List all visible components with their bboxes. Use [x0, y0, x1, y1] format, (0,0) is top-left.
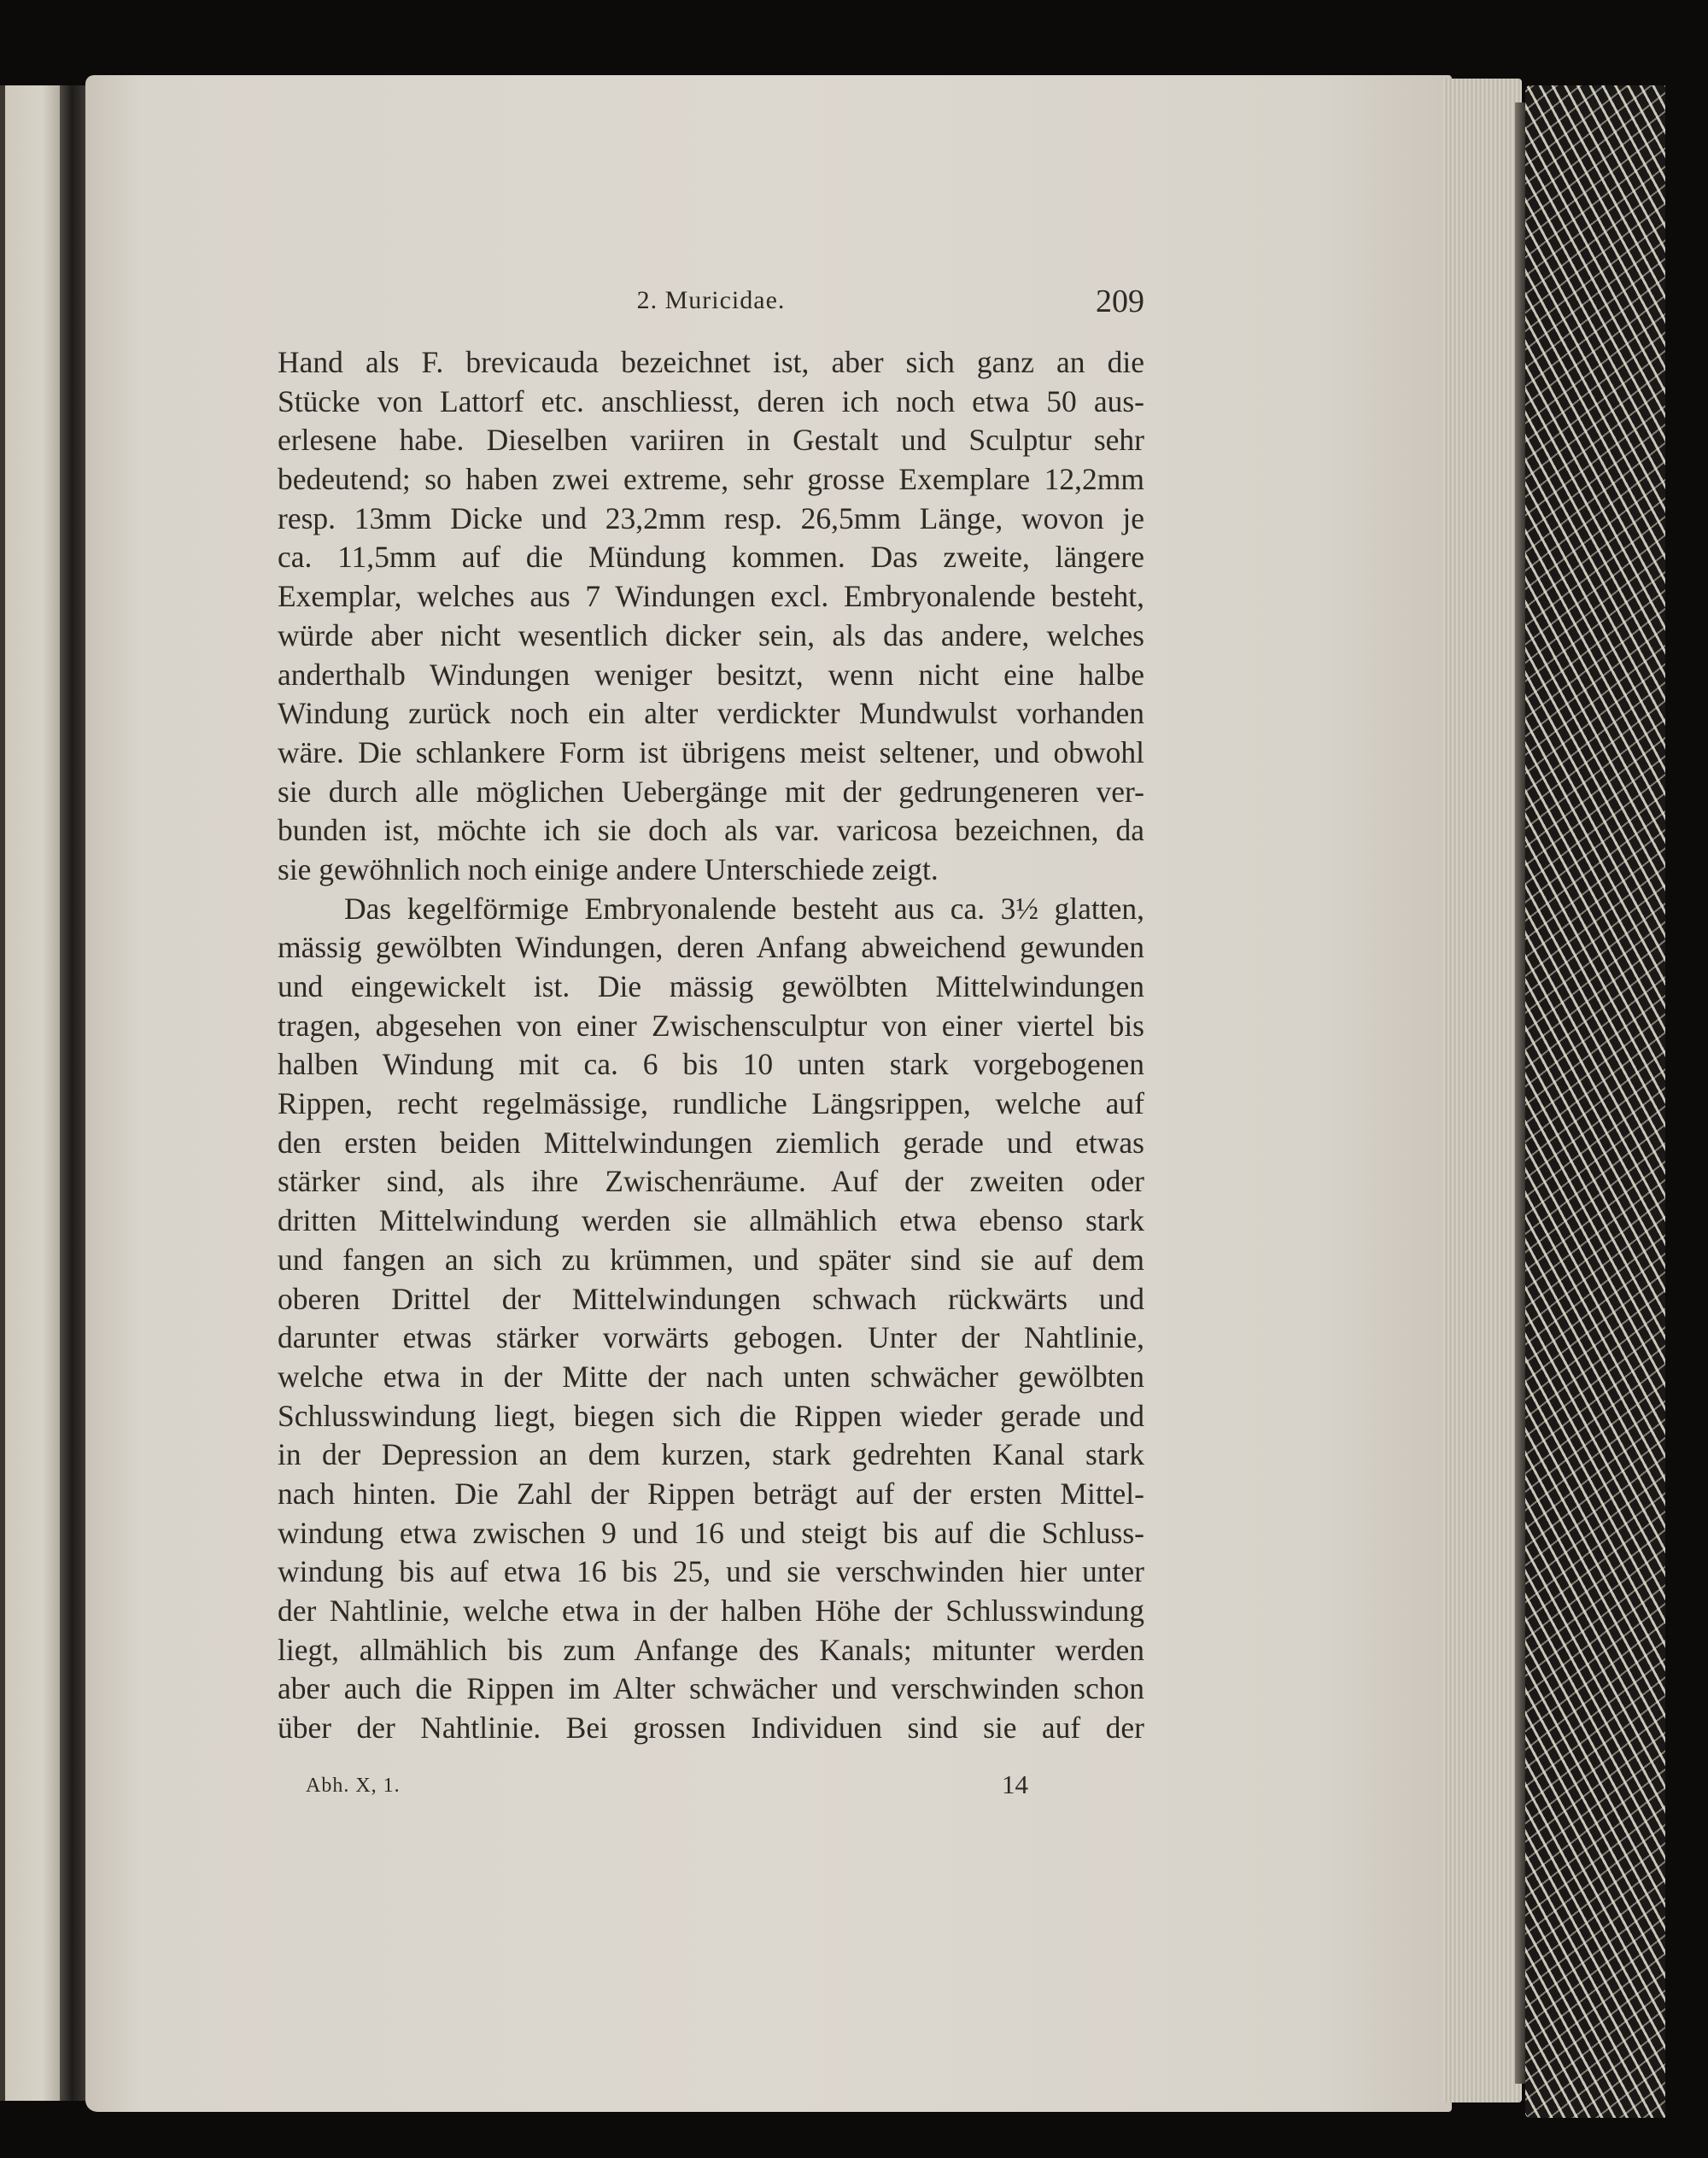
binding-edge — [1665, 85, 1679, 2118]
text-line — [278, 1358, 1144, 1397]
text-line — [278, 1514, 1144, 1553]
footer-signature: Abh. X, 1. — [306, 1775, 401, 1797]
line-text: über der Nahtlinie. Bei grossen Individuen sind sie auf der — [278, 1711, 1144, 1746]
text-line — [278, 1670, 1144, 1709]
line-text: ca. 11,5mm auf die Mündung kommen. Das zweite, längere — [278, 540, 1144, 575]
text-line — [278, 1631, 1144, 1670]
page-number: 209 — [1096, 284, 1144, 319]
text-line — [278, 1007, 1144, 1046]
text-line — [278, 1162, 1144, 1202]
text-line — [278, 343, 1144, 383]
body-text — [278, 343, 1144, 1748]
line-text: bedeutend; so haben zwei extreme, sehr grosse Exemplare 12,2mm — [278, 462, 1144, 497]
line-text: und eingewickelt ist. Die mässig gewölbten Mittelwindungen — [278, 969, 1144, 1003]
text-line — [278, 1202, 1144, 1241]
line-text: mässig gewölbten Windungen, deren Anfang abweichend gewunden — [278, 930, 1144, 965]
page-footer — [306, 1768, 1108, 1802]
text-line — [278, 1085, 1144, 1124]
page-block-edges — [1443, 79, 1522, 2102]
text-line — [278, 851, 1144, 890]
line-text: aber auch die Rippen im Alter schwächer und verschwinden schon — [278, 1671, 1144, 1706]
line-text: Hand als F. brevicauda bezeichnet ist, aber sich ganz an die — [278, 345, 1144, 379]
line-text: Schlusswindung liegt, biegen sich die Rippen wieder gerade und — [278, 1398, 1144, 1433]
line-text: darunter etwas stärker vorwärts gebogen. Unter der Nahtlinie, — [278, 1320, 1144, 1355]
text-line — [278, 500, 1144, 539]
line-text: dritten Mittelwindung werden sie allmählich etwa ebenso stark — [278, 1203, 1144, 1238]
text-line — [278, 1319, 1144, 1358]
line-text: sie gewöhnlich noch einige andere Unterschiede zeigt. — [278, 851, 939, 886]
line-text: bunden ist, möchte ich sie doch als var. varicosa bezeichnen, da — [278, 813, 1144, 848]
text-line — [278, 656, 1144, 695]
text-line — [278, 460, 1144, 500]
line-text: tragen, abgesehen von einer Zwischensculptur von einer viertel bis — [278, 1008, 1144, 1043]
line-text: Das kegelförmige Embryonalende besteht aus ca. 3½ glatten, — [344, 891, 1144, 926]
line-text: halben Windung mit ca. 6 bis 10 unten stark vorgebogenen — [278, 1047, 1144, 1082]
text-line — [278, 734, 1144, 773]
line-text: sie durch alle möglichen Uebergänge mit der gedrungeneren ver- — [278, 774, 1144, 809]
line-text: Stücke von Lattorf etc. anschliesst, deren ich noch etwa 50 aus- — [278, 383, 1144, 418]
line-text: resp. 13mm Dicke und 23,2mm resp. 26,5mm Länge, wovon je — [278, 500, 1144, 535]
line-text: nach hinten. Die Zahl der Rippen beträgt auf der ersten Mittel- — [278, 1476, 1144, 1511]
line-text: anderthalb Windungen weniger besitzt, wenn nicht eine halbe — [278, 657, 1144, 692]
running-head: 2. Muricidae. — [636, 286, 786, 314]
line-text: würde aber nicht wesentlich dicker sein, als das andere, welches — [278, 617, 1144, 652]
text-line — [278, 538, 1144, 577]
line-text: welche etwa in der Mitte der nach unten schwächer gewölbten — [278, 1359, 1144, 1394]
line-text: Exemplar, welches aus 7 Windungen excl. Embryonalende besteht, — [278, 579, 1144, 614]
text-line — [278, 1045, 1144, 1085]
book-gutter — [60, 85, 87, 2101]
text-line — [278, 1397, 1144, 1436]
text-line — [278, 1592, 1144, 1631]
left-page-edge — [0, 85, 5, 2101]
text-line — [278, 421, 1144, 460]
text-line — [278, 383, 1144, 422]
text-line — [278, 1709, 1144, 1748]
page-header — [278, 286, 1144, 327]
text-line — [278, 694, 1144, 734]
text-line — [278, 577, 1144, 617]
text-line — [278, 617, 1144, 656]
footer-sheet-number: 14 — [1002, 1769, 1028, 1799]
text-line — [278, 773, 1144, 812]
line-text: windung bis auf etwa 16 bis 25, und sie verschwinden hier unter — [278, 1554, 1144, 1589]
line-text: in der Depression an dem kurzen, stark gedrehten Kanal stark — [278, 1437, 1144, 1472]
line-text: und fangen an sich zu krümmen, und später sind sie auf dem — [278, 1242, 1144, 1277]
line-text: liegt, allmählich bis zum Anfange des Kanals; mitunter werden — [278, 1632, 1144, 1667]
line-text: windung etwa zwischen 9 und 16 und steigt bis auf die Schluss- — [278, 1515, 1144, 1550]
text-line — [278, 928, 1144, 968]
line-text: erlesene habe. Dieselben variiren in Gestalt und Sculptur sehr — [278, 423, 1144, 458]
line-text: stärker sind, als ihre Zwischenräume. Auf der zweiten oder — [278, 1164, 1144, 1199]
line-text: Windung zurück noch ein alter verdickter Mundwulst vorhanden — [278, 696, 1144, 731]
text-line — [278, 1241, 1144, 1280]
text-line — [278, 1475, 1144, 1514]
marbled-binding — [1525, 85, 1669, 2118]
text-line — [278, 890, 1144, 929]
text-line — [278, 1280, 1144, 1319]
text-line — [278, 1553, 1144, 1592]
text-line — [278, 1124, 1144, 1163]
text-line — [278, 811, 1144, 851]
line-text: den ersten beiden Mittelwindungen ziemlich gerade und etwas — [278, 1125, 1144, 1160]
line-text: wäre. Die schlankere Form ist übrigens meist seltener, und obwohl — [278, 734, 1144, 769]
line-text: Rippen, recht regelmässige, rundliche Längsrippen, welche auf — [278, 1086, 1144, 1121]
text-line — [278, 1436, 1144, 1475]
text-line — [278, 968, 1144, 1007]
line-text: oberen Drittel der Mittelwindungen schwach rückwärts und — [278, 1281, 1144, 1316]
line-text: der Nahtlinie, welche etwa in der halben Höhe der Schlusswindung — [278, 1594, 1144, 1628]
